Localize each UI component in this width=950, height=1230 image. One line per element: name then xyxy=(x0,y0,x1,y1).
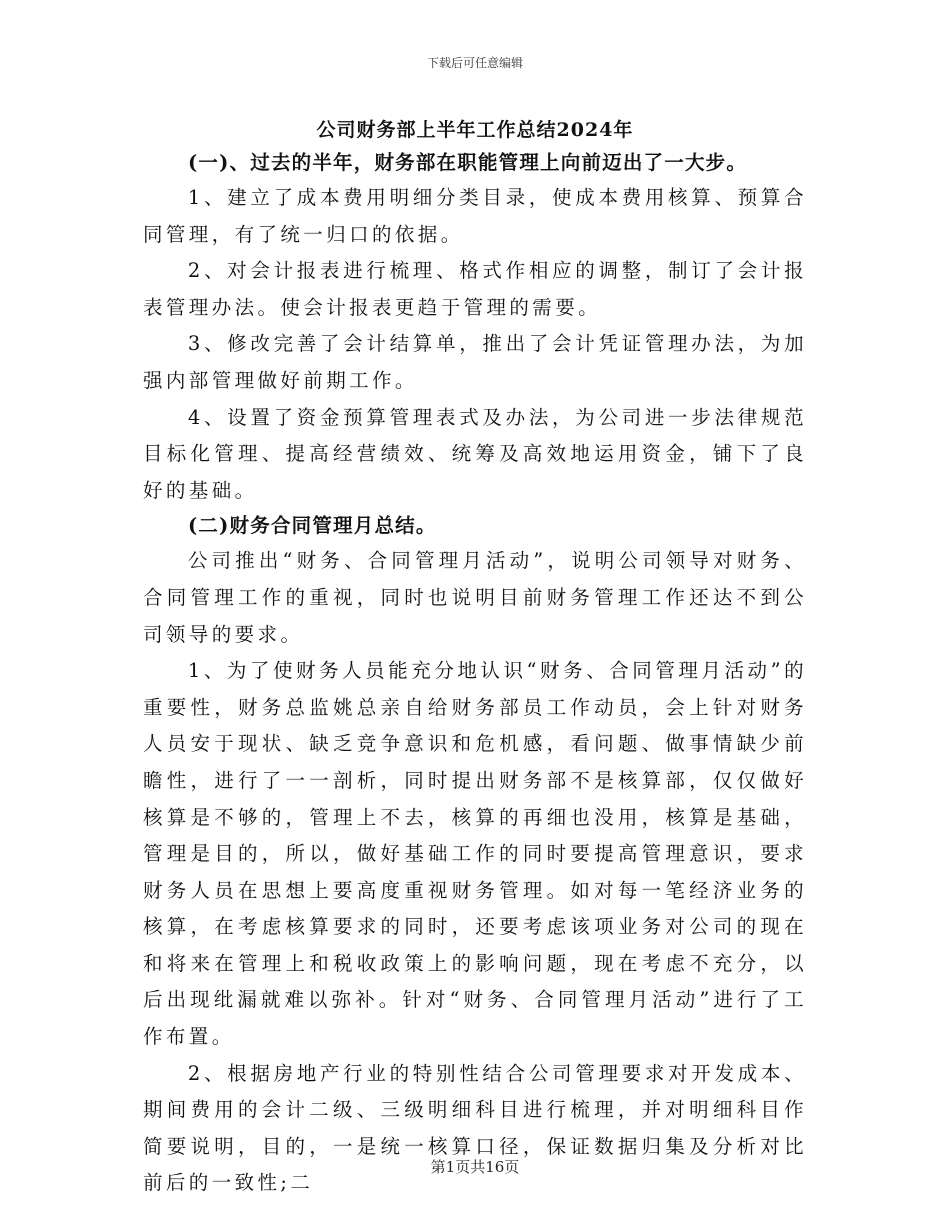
page-footer: 第1页共16页 xyxy=(430,1158,520,1176)
document-body xyxy=(143,146,807,1202)
header-note: 下载后可任意编辑 xyxy=(426,56,523,70)
document-title: 公司财务部上半年工作总结2024年 xyxy=(316,119,634,141)
paragraph: 2、根据房地产行业的特别性结合公司管理要求对开发成本、期间费用的会计二级、三级明细科目进行梳理，并对明细科目作简要说明，目的，一是统一核算口径，保证数据归集及分析对比前后的一致性;二 xyxy=(143,1061,807,1195)
paragraph: 公司推出“财务、合同管理月活动”，说明公司领导对财务、合同管理工作的重视，同时也说明目前财务管理工作还达不到公司领导的要求。 xyxy=(143,549,807,646)
section-heading-2: (二)财务合同管理月总结。 xyxy=(188,514,437,538)
section-heading-1: (一)、过去的半年，财务部在职能管理上向前迈出了一大步。 xyxy=(188,151,748,174)
paragraph: 2、对会计报表进行梳理、格式作相应的调整，制订了会计报表管理办法。使会计报表更趋于管理的需要。 xyxy=(143,259,807,319)
paragraph: 1、建立了成本费用明细分类目录，使成本费用核算、预算合同管理，有了统一归口的依据。 xyxy=(143,186,807,246)
paragraph: 1、为了使财务人员能充分地认识“财务、合同管理月活动”的重要性，财务总监姚总亲自给财务部员工作动员，会上针对财务人员安于现状、缺乏竞争意识和危机感，看问题、做事情缺少前瞻性，进行了一一剖析，同时提出财务部不是核算部，仅仅做好核算是不够的，管理上不去，核算的再细也没用，核算是基础，管理是目的，所以，做好基础工作的同时要提高管理意识，要求财务人员在思想上要高度重视财务管理。如对每一笔经济业务的核算，在考虑核算要求的同时，还要考虑该项业务对公司的现在和将来在管理上和税收政策上的影响问题，现在考虑不充分，以后出现纰漏就难以弥补。针对“财务、合同管理月活动”进行了工作布置。 xyxy=(143,659,807,1049)
paragraph: 4、设置了资金预算管理表式及办法，为公司进一步法律规范目标化管理、提高经营绩效、统筹及高效地运用资金，铺下了良好的基础。 xyxy=(143,405,807,502)
paragraph: 3、修改完善了会计结算单，推出了会计凭证管理办法，为加强内部管理做好前期工作。 xyxy=(143,332,807,392)
